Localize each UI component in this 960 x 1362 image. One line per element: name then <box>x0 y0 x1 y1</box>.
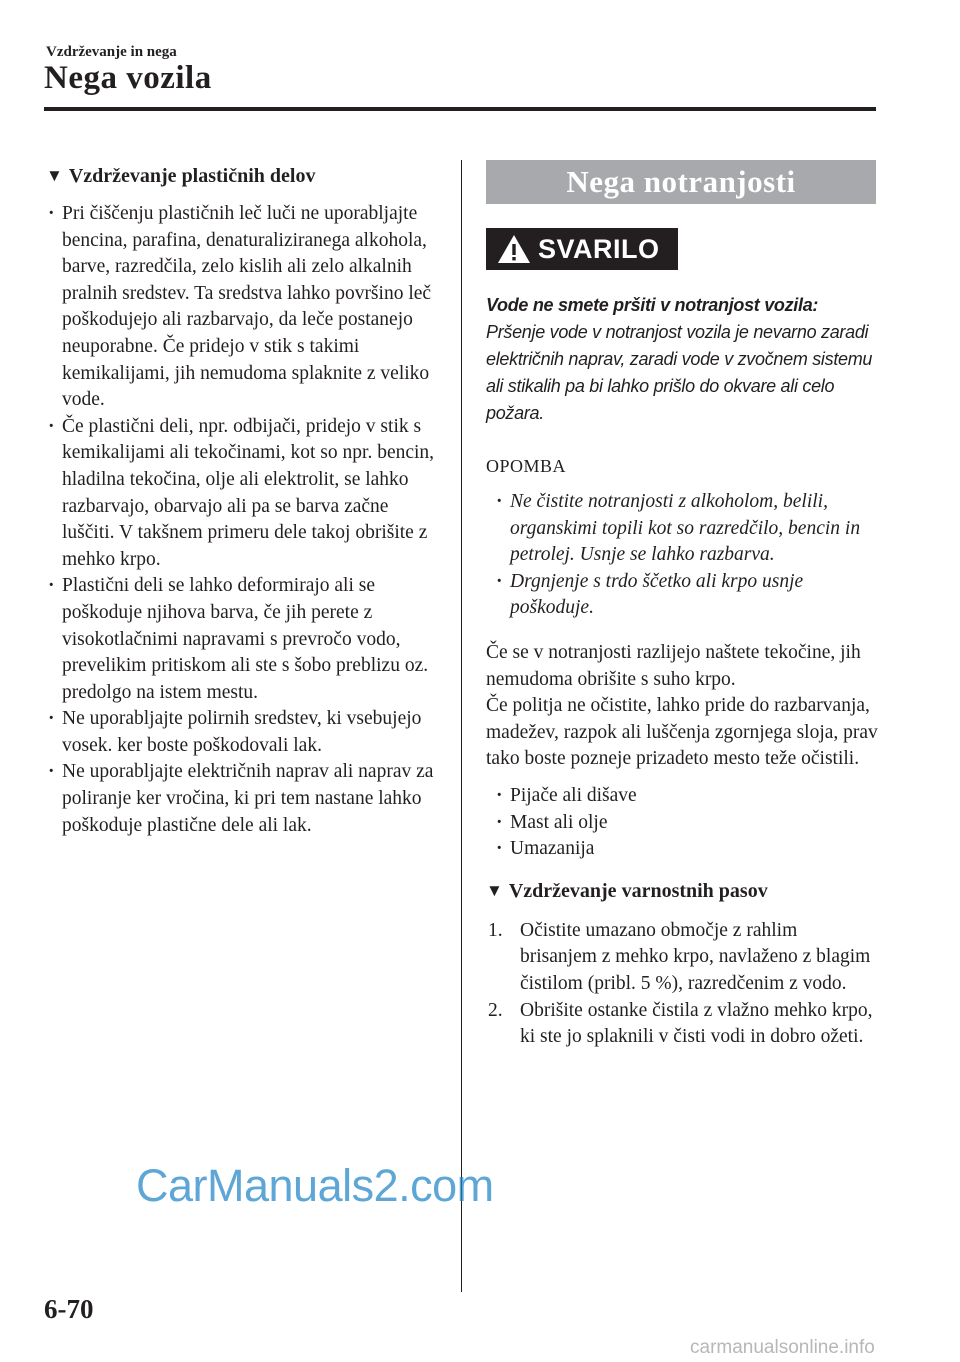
page-title: Nega vozila <box>44 60 212 96</box>
seatbelt-steps <box>486 918 878 1051</box>
triangle-down-icon: ▼ <box>46 166 63 185</box>
warning-lead: Vode ne smete pršiti v notranjost vozila: <box>486 295 819 315</box>
page-number: 6-70 <box>44 1294 94 1324</box>
watermark-main: CarManuals2.com <box>136 1160 494 1211</box>
list-item: · Mast ali olje <box>494 810 878 837</box>
stain-paragraph: Če politja ne očistite, lahko pride do razbarvanja, madežev, razpok ali luščenja zgornjega sloja, prav tako boste pozneje prizadeto mesto teže očistili. <box>486 695 878 770</box>
list-item: · Pri čiščenju plastičnih leč luči ne uporabljajte bencina, parafina, denaturaliziranega alkohola, barve, razredčila, zelo kislih ali zelo alkalnih pralnih sredstev. Ta sredstva lahko površino leč poškodujejo ali razbarvajo, da leče postanejo neuporabne. Če pridejo v stik s takimi kemikalijami, jih nemudoma splaknite z veliko vode. <box>46 201 441 414</box>
triangle-down-icon: ▼ <box>486 880 503 900</box>
right-column <box>486 160 878 1051</box>
section-small-title: Vzdrževanje in nega <box>46 44 177 60</box>
list-item: · Drgnjenje s trdo ščetko ali krpo usnje poškoduje. <box>494 569 878 622</box>
list-item: · Plastični deli se lahko deformirajo ali se poškoduje njihova barva, če jih perete z visokotlačnimi napravami s prevročo vodo, prevelikim pritiskom ali ste s šobo preblizu oz. predolgo na istem mestu. <box>46 573 441 706</box>
list-item: · Umazanija <box>494 836 878 863</box>
plastic-parts-list <box>46 201 441 839</box>
warning-body: Pršenje vode v notranjost vozila je nevarno zaradi električnih naprav, zaradi vode v zvočnem sistemu ali stikalih pa bi lahko prišlo do okvare ali celo požara. <box>486 322 873 423</box>
list-item: · Ne čistite notranjosti z alkoholom, belili, organskimi topili kot so razredčilo, bencin in petrolej. Usnje se lahko razbarva. <box>494 489 878 569</box>
list-item: · Ne uporabljajte električnih naprav ali naprav za poliranje ker vročina, ki pri tem nastane lahko poškoduje plastične dele ali lak. <box>46 759 441 839</box>
spill-paragraph: Če se v notranjosti razlijejo naštete tekočine, jih nemudoma obrišite s suho krpo. <box>486 641 861 690</box>
section-banner: Nega notranjosti <box>486 160 876 204</box>
warning-triangle-icon <box>496 233 532 265</box>
warning-badge <box>486 228 678 270</box>
liquids-list <box>486 783 878 863</box>
header-rule <box>44 107 876 111</box>
seatbelt-heading: ▼ Vzdrževanje varnostnih pasov <box>486 879 768 902</box>
plastic-parts-heading: ▼ Vzdrževanje plastičnih delov <box>46 165 316 187</box>
note-list <box>486 489 878 622</box>
step-item: 2. Obrišite ostanke čistila z vlažno mehko krpo, ki ste jo splaknili v čisti vodi in dobro ožeti. <box>488 999 873 1048</box>
left-column <box>46 162 441 839</box>
list-item: · Ne uporabljajte polirnih sredstev, ki vsebujejo vosek. ker boste poškodovali lak. <box>46 706 441 759</box>
warning-text <box>486 292 878 427</box>
list-item: · Če plastični deli, npr. odbijači, pridejo v stik s kemikalijami ali tekočinami, kot so npr. bencin, hladilna tekočina, olje ali elektrolit, se lahko razbarvajo, obarvajo ali pa se barva začne luščiti. V takšnem primeru dele takoj obrišite z mehko krpo. <box>46 414 441 574</box>
column-divider <box>461 160 462 1292</box>
watermark-corner: carmanualsonline.info <box>690 1337 875 1358</box>
warning-label: SVARILO <box>538 233 660 264</box>
note-label: OPOMBA <box>486 456 567 476</box>
list-item: · Pijače ali dišave <box>494 783 878 810</box>
step-item: 1. Očistite umazano območje z rahlim brisanjem z mehko krpo, navlaženo z blagim čistilom (pribl. 5 %), razredčenim z vodo. <box>488 919 871 994</box>
